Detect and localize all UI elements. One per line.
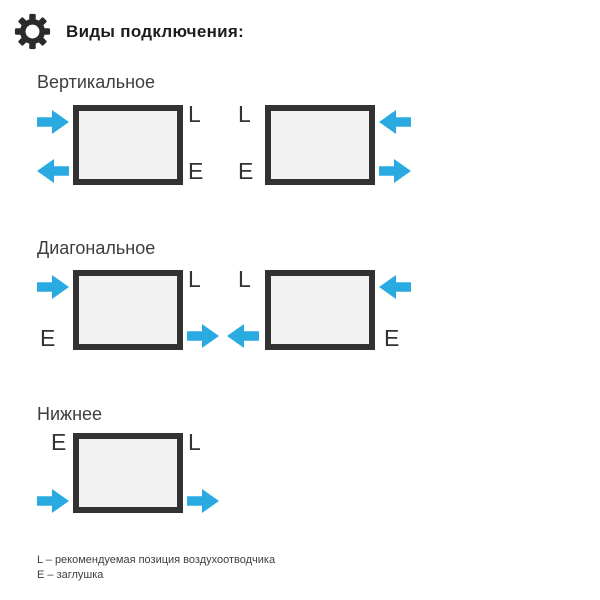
flow-arrow-right-icon xyxy=(37,110,69,134)
flow-arrow-right-icon xyxy=(187,489,219,513)
page-title: Виды подключения: xyxy=(66,21,245,41)
port-label-air-vent: L xyxy=(238,101,251,127)
port-label-plug: E xyxy=(238,158,254,184)
port-label-plug: E xyxy=(40,325,56,351)
header xyxy=(14,13,244,50)
port-label-air-vent: L xyxy=(188,429,201,455)
gear-icon xyxy=(14,13,51,50)
section-title-bottom: Нижнее xyxy=(37,404,103,424)
port-label-air-vent: L xyxy=(188,101,201,127)
section-title-vertical: Вертикальное xyxy=(37,72,156,92)
flow-arrow-left-icon xyxy=(379,110,411,134)
port-label-plug: E xyxy=(188,158,204,184)
port-label-plug: E xyxy=(384,325,400,351)
radiator-body xyxy=(73,105,183,185)
flow-arrow-right-icon xyxy=(379,159,411,183)
legend-line-plug: E – заглушка xyxy=(37,569,104,581)
flow-arrow-right-icon xyxy=(187,324,219,348)
radiator-body xyxy=(73,270,183,350)
legend-line-air-vent: L – рекомендуемая позиция воздухоотводчика xyxy=(37,554,276,566)
port-label-air-vent: L xyxy=(238,266,251,292)
flow-arrow-left-icon xyxy=(379,275,411,299)
port-label-plug: E xyxy=(51,429,67,455)
section-title-diagonal: Диагональное xyxy=(37,238,156,258)
radiator-body xyxy=(73,433,183,513)
flow-arrow-left-icon xyxy=(37,159,69,183)
radiator-body xyxy=(265,270,375,350)
port-label-air-vent: L xyxy=(188,266,201,292)
radiator-body xyxy=(265,105,375,185)
flow-arrow-right-icon xyxy=(37,275,69,299)
flow-arrow-left-icon xyxy=(227,324,259,348)
legend xyxy=(37,553,275,583)
flow-arrow-right-icon xyxy=(37,489,69,513)
